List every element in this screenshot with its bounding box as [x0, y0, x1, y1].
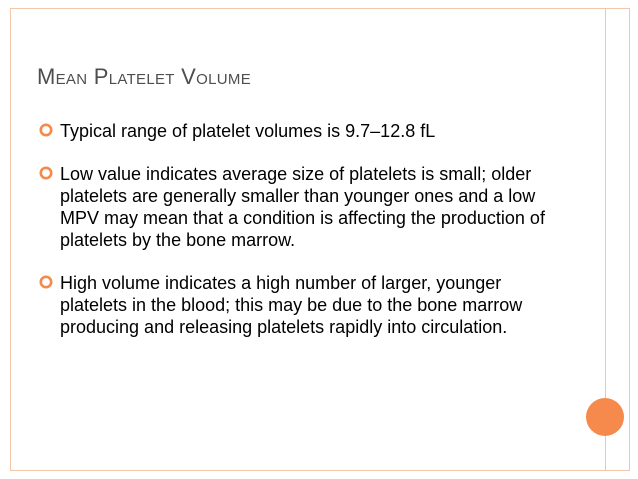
bullet-text: Typical range of platelet volumes is 9.7–12.8 fL — [60, 121, 436, 141]
bullet-item — [38, 120, 553, 142]
orange-ring-bullet-icon — [38, 122, 54, 138]
bullet-text: Low value indicates average size of platelets is small; older platelets are generally smaller than younger ones and a low MPV may mean that a condition is affecting the production of platelets by the bone marrow. — [60, 164, 545, 250]
orange-ring-bullet-icon — [38, 274, 54, 290]
bullet-list — [38, 120, 553, 359]
orange-ring-bullet-icon — [38, 165, 54, 181]
bullet-text: High volume indicates a high number of larger, younger platelets in the blood; this may be due to the bone marrow producing and releasing platelets rapidly into circulation. — [60, 273, 523, 337]
slide-title: Mean Platelet Volume — [37, 64, 251, 89]
bullet-item — [38, 272, 553, 338]
orange-accent-circle — [586, 398, 624, 436]
bullet-item — [38, 163, 553, 251]
